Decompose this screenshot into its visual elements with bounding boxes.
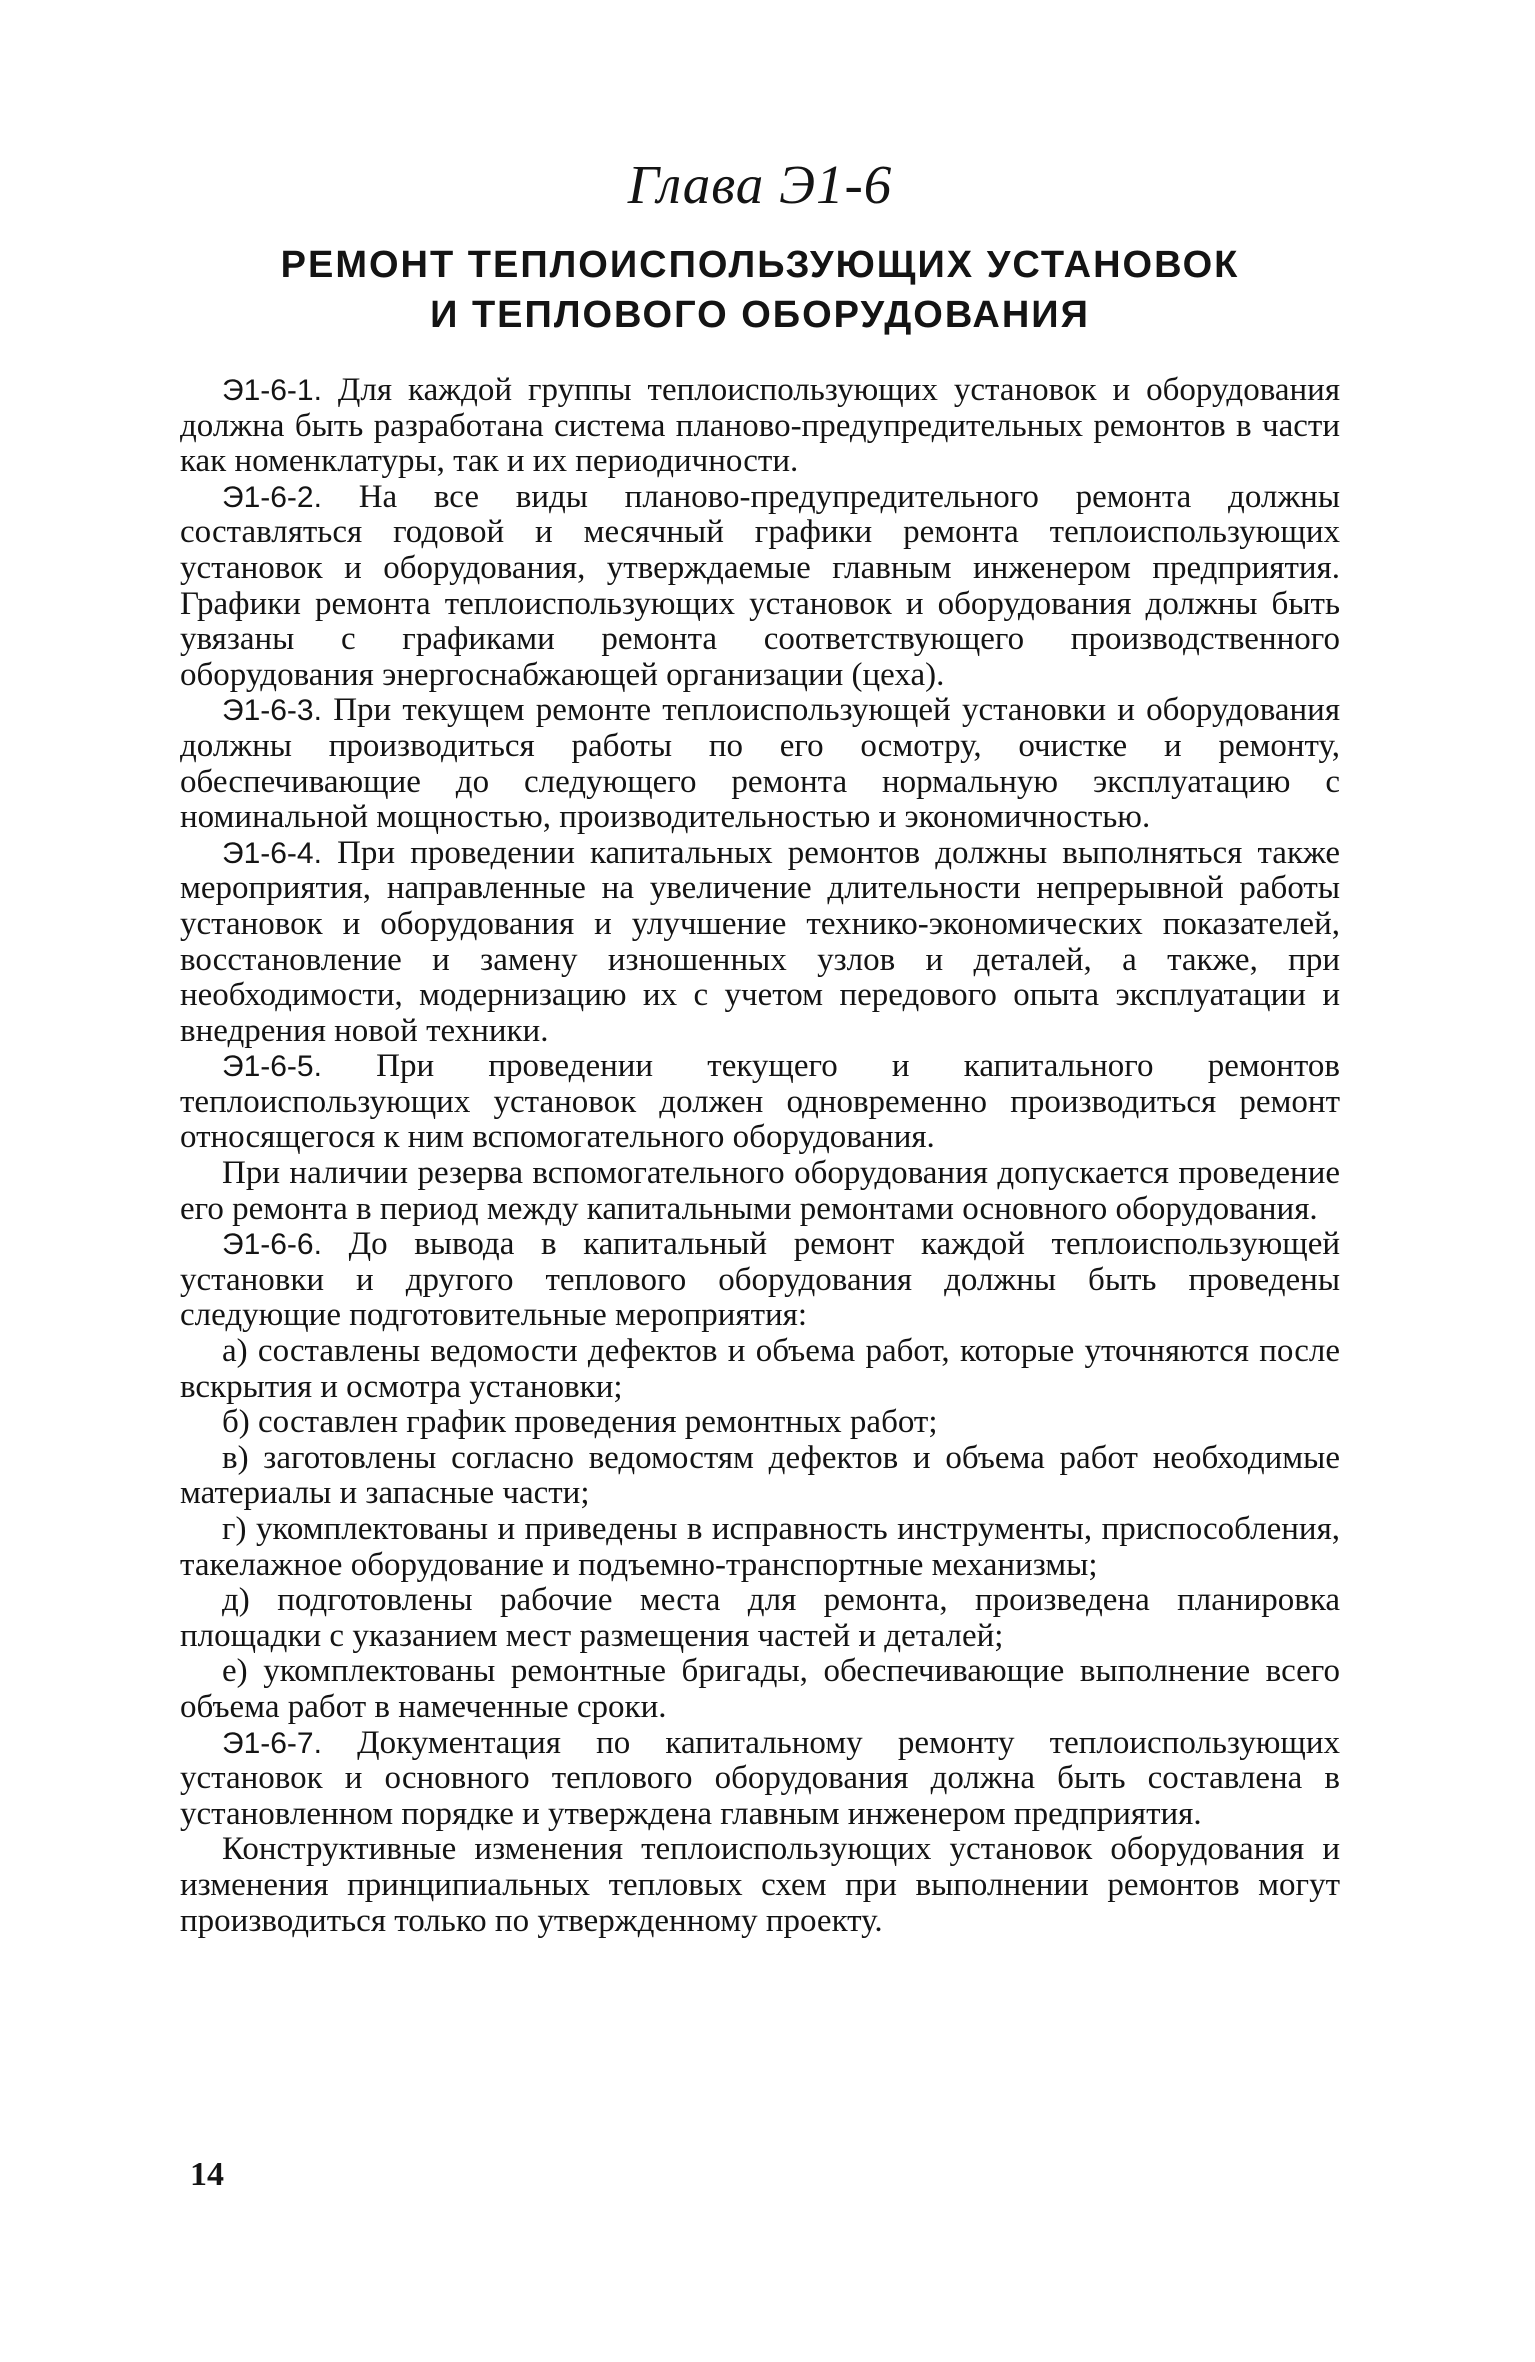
paragraph-text: д) подготовлены рабочие места для ремонта, произведена планировка площадки с указанием мест размещения частей и деталей; xyxy=(180,1582,1340,1654)
clause-number: Э1-6-6. xyxy=(222,1228,322,1262)
paragraph-text: При текущем ремонте теплоиспользующей установки и оборудования должны производиться работы по его осмотру, очистке и ремонту, обеспечивающие до следующего ремонта нормальную эксплуатацию с номинальной мощностью, производительностью и экономичностью. xyxy=(180,692,1341,836)
page-number: 14 xyxy=(190,2156,224,2193)
paragraph-text: Для каждой группы теплоиспользующих установок и оборудования должна быть разработана система планово-предупредительных ремонтов в части как номенклатуры, так и их периодичности. xyxy=(180,372,1340,480)
paragraph-e1-6-6 xyxy=(180,1227,1340,1334)
paragraph-text: При наличии резерва вспомогательного оборудования допускается проведение его ремонта в период между капитальными ремонтами основного оборудования. xyxy=(180,1155,1340,1227)
paragraph-text: Конструктивные изменения теплоиспользующих установок оборудования и изменения принципиальных тепловых схем при выполнении ремонтов могут производиться только по утвержденному проекту. xyxy=(180,1831,1340,1939)
list-item-v xyxy=(180,1441,1340,1512)
body-text xyxy=(180,373,1340,1939)
paragraph-text: в) заготовлены согласно ведомостям дефектов и объема работ необходимые материалы и запасные части; xyxy=(180,1439,1340,1512)
paragraph-text: При проведении капитальных ремонтов должны выполняться также мероприятия, направленные на увеличение длительности непрерывной работы установок и оборудования и улучшение технико-экономических показателей, восстановление и замену изношенных узлов и деталей, а также, при необходимости, модернизацию их с учетом передового опыта эксплуатации и внедрения новой техники. xyxy=(180,834,1340,1049)
chapter-title xyxy=(180,240,1340,340)
paragraph-text: е) укомплектованы ремонтные бригады, обеспечивающие выполнение всего объема работ в намеченные сроки. xyxy=(180,1653,1340,1725)
paragraph-e1-6-1 xyxy=(180,373,1340,480)
paragraph-text: г) укомплектованы и приведены в исправность инструменты, приспособления, такелажное оборудование и подъемно-транспортные механизмы; xyxy=(180,1511,1340,1583)
clause-number: Э1-6-5. xyxy=(222,1050,322,1084)
clause-number: Э1-6-2. xyxy=(222,480,322,514)
paragraph-text: При проведении текущего и капитального ремонтов теплоиспользующих установок должен одновременно производиться ремонт относящегося к ним вспомогательного оборудования. xyxy=(180,1048,1341,1156)
paragraph-e1-6-4 xyxy=(180,836,1340,1050)
paragraph-text: До вывода в капитальный ремонт каждой теплоиспользующей установки и другого теплового оборудования должны быть проведены следующие подготовительные мероприятия: xyxy=(180,1226,1341,1334)
paragraph-reserve xyxy=(180,1156,1340,1227)
list-item-g xyxy=(180,1512,1340,1583)
clause-number: Э1-6-7. xyxy=(222,1726,322,1760)
paragraph-text: б) составлен график проведения ремонтных работ; xyxy=(222,1404,938,1441)
paragraph-e1-6-3 xyxy=(180,693,1340,835)
list-item-a xyxy=(180,1334,1340,1405)
paragraph-e1-6-2 xyxy=(180,480,1340,694)
list-item-e xyxy=(180,1654,1340,1725)
paragraph-e1-6-5 xyxy=(180,1049,1340,1156)
clause-number: Э1-6-3. xyxy=(222,694,322,728)
paragraph-text: На все виды планово-предупредительного ремонта должны составляться годовой и месячный графики ремонта теплоиспользующих установок и оборудования, утверждаемые главным инженером предприятия. Графики ремонта теплоиспользующих установок и оборудования должны быть увязаны с графиками ремонта соответствующего производственного оборудования энергоснабжающей организации (цеха). xyxy=(180,478,1341,693)
clause-number: Э1-6-1. xyxy=(222,374,322,407)
chapter-title-line-2: И ТЕПЛОВОГО ОБОРУДОВАНИЯ xyxy=(430,294,1090,336)
paragraph-e1-6-7 xyxy=(180,1726,1340,1833)
list-item-b xyxy=(180,1405,1340,1441)
paragraph-design-changes xyxy=(180,1832,1340,1939)
chapter-title-line-1: РЕМОНТ ТЕПЛОИСПОЛЬЗУЮЩИХ УСТАНОВОК xyxy=(280,244,1240,286)
paragraph-text: Документация по капитальному ремонту теплоиспользующих установок и основного теплового оборудования должна быть составлена в установленном порядке и утверждена главным инженером предприятия. xyxy=(180,1724,1340,1832)
clause-number: Э1-6-4. xyxy=(222,836,322,870)
list-item-d xyxy=(180,1583,1340,1654)
document-page xyxy=(180,0,1340,2362)
paragraph-text: а) составлены ведомости дефектов и объема работ, которые уточняются после вскрытия и осмотра установки; xyxy=(180,1333,1340,1405)
chapter-label: Глава Э1-6 xyxy=(627,154,893,215)
